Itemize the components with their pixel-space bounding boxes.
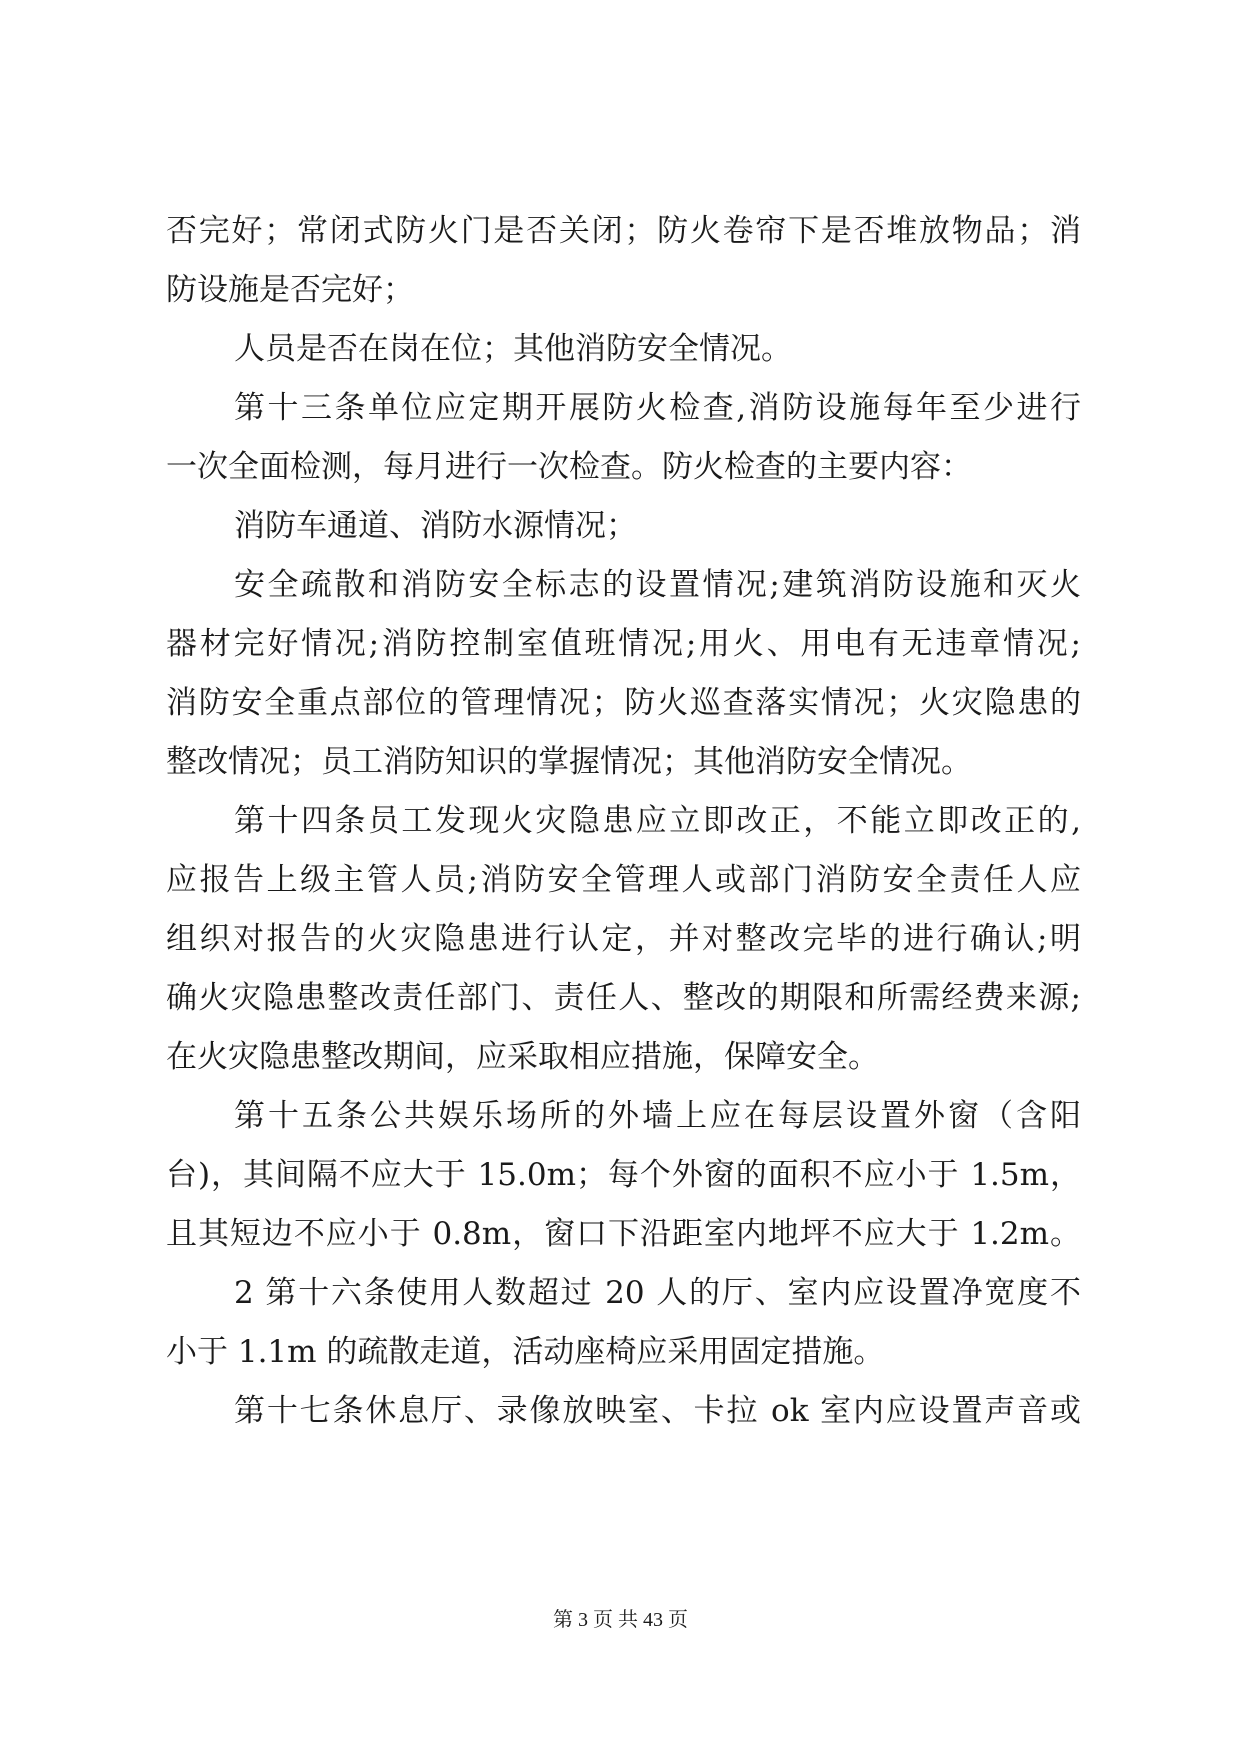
text-line: 组织对报告的火灾隐患进行认定，并对整改完毕的进行确认;明 <box>166 921 1081 957</box>
text-line: 消防安全重点部位的管理情况；防火巡查落实情况；火灾隐患的 <box>166 685 1081 721</box>
text-line: 应报告上级主管人员;消防安全管理人或部门消防安全责任人应 <box>166 862 1081 898</box>
text-line: 确火灾隐患整改责任部门、责任人、整改的期限和所需经费来源; <box>166 980 1081 1016</box>
text-line: 防设施是否完好； <box>166 272 414 308</box>
page-number-footer: 第 3 页 共 43 页 <box>553 1609 688 1631</box>
text-line: 人员是否在岗在位；其他消防安全情况。 <box>234 331 792 367</box>
text-line: 台)，其间隔不应大于 15.0m；每个外窗的面积不应小于 1.5m， <box>166 1157 1081 1193</box>
text-line: 一次全面检测，每月进行一次检查。防火检查的主要内容： <box>166 449 972 485</box>
text-line: 第十七条休息厅、录像放映室、卡拉 ok 室内应设置声音或 <box>234 1393 1081 1429</box>
text-line: 安全疏散和消防安全标志的设置情况;建筑消防设施和灭火 <box>234 567 1081 603</box>
text-line: 整改情况；员工消防知识的掌握情况；其他消防安全情况。 <box>166 744 972 780</box>
text-line: 消防车通道、消防水源情况； <box>234 508 637 544</box>
text-line: 在火灾隐患整改期间，应采取相应措施，保障安全。 <box>166 1039 879 1075</box>
text-line: 否完好；常闭式防火门是否关闭；防火卷帘下是否堆放物品；消 <box>166 213 1081 249</box>
text-line: 第十三条单位应定期开展防火检查,消防设施每年至少进行 <box>234 390 1081 426</box>
text-line: 第十四条员工发现火灾隐患应立即改正，不能立即改正的, <box>234 803 1081 839</box>
text-line: 小于 1.1m 的疏散走道，活动座椅应采用固定措施。 <box>166 1334 885 1370</box>
text-line: 第十五条公共娱乐场所的外墙上应在每层设置外窗（含阳 <box>234 1098 1081 1134</box>
text-line: 且其短边不应小于 0.8m，窗口下沿距室内地坪不应大于 1.2m。 <box>166 1216 1081 1252</box>
text-line: 器材完好情况;消防控制室值班情况;用火、用电有无违章情况; <box>166 626 1081 662</box>
text-line: 2 第十六条使用人数超过 20 人的厅、室内应设置净宽度不 <box>234 1275 1081 1311</box>
